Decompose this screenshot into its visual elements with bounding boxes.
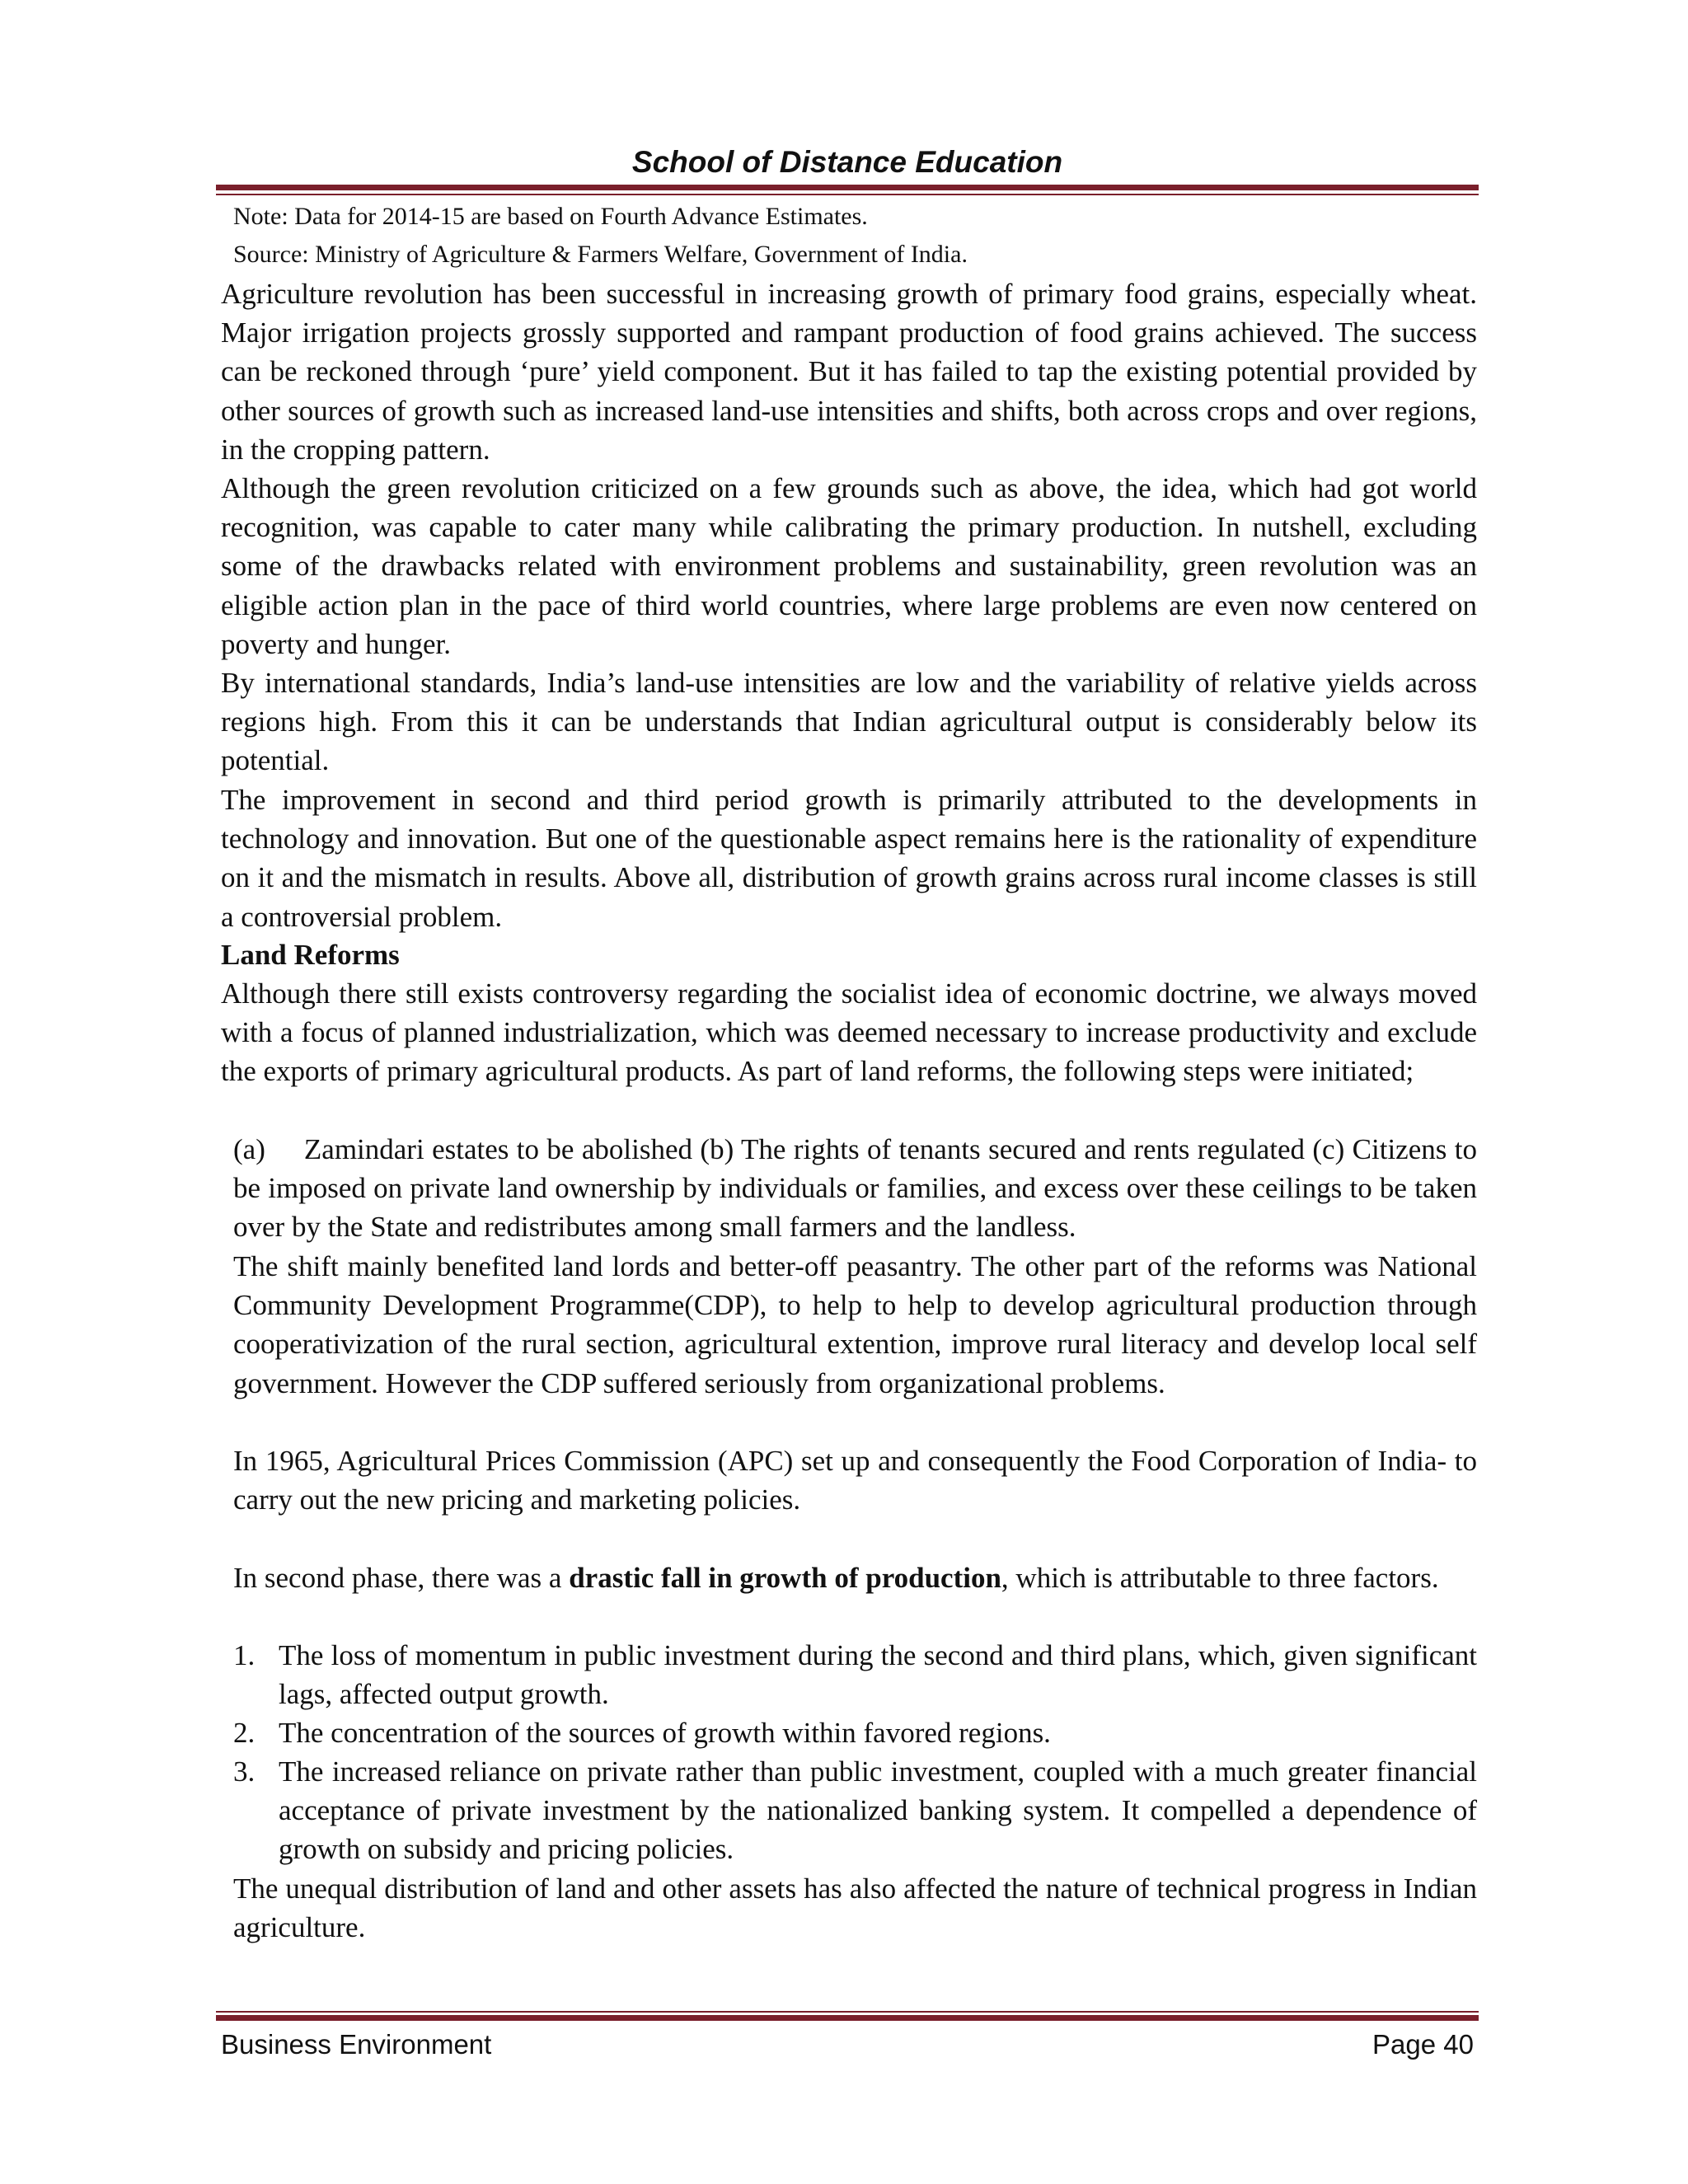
- paragraph-agriculture-revolution: Agriculture revolution has been successful in increasing growth of primary food grains, especially wheat. Major irrigation projects grossly supported and rampant production of food grains achieved. The success can be reckoned through ‘pure’ yield component. But it has failed to tap the existing potential provided by other sources of growth such as increased land-use intensities and shifts, both across crops and over regions, in the cropping pattern.: [221, 278, 1477, 466]
- list-item: [233, 1752, 1477, 1869]
- paragraph-land-use-intensities: By international standards, India’s land-use intensities are low and the variability of relative yields across regions high. From this it can be understands that Indian agricultural output is considerably below its potential.: [221, 667, 1477, 777]
- list-item-number: 3.: [233, 1755, 256, 1788]
- page-header-title: School of Distance Education: [631, 145, 1063, 179]
- footer-course-title: Business Environment: [221, 2029, 492, 2060]
- paragraph-land-reforms-intro: Although there still exists controversy regarding the socialist idea of economic doctrine, we always moved with a focus of planned industrialization, which was deemed necessary to increase productivity and exclude the exports of primary agricultural products. As part of land reforms, the following steps were initiated;: [221, 977, 1477, 1088]
- section-heading-land-reforms: Land Reforms: [221, 939, 400, 971]
- paragraph-second-phase: [233, 1558, 1477, 1597]
- paragraph-growth-improvement: The improvement in second and third period growth is primarily attributed to the developments in technology and innovation. But one of the questionable aspect remains here is the rationality of expenditure on it and the mismatch in results. Above all, distribution of growth grains across rural income classes is still a controversial problem.: [221, 784, 1477, 933]
- second-phase-bold-text: drastic fall in growth of production: [569, 1562, 1001, 1594]
- paragraph-unequal-distribution: The unequal distribution of land and other assets has also affected the nature of technical progress in Indian agriculture.: [233, 1872, 1477, 1944]
- list-item-text: The increased reliance on private rather than public investment, coupled with a much greater financial acceptance of private investment by the nationalized banking system. It compelled a dependence of growth on subsidy and pricing policies.: [279, 1755, 1477, 1866]
- list-item: [233, 1713, 1477, 1752]
- footer-page-number: Page 40: [1372, 2029, 1474, 2060]
- list-item-text: The concentration of the sources of growth within favored regions.: [279, 1717, 1051, 1749]
- list-item-number: 2.: [233, 1717, 256, 1749]
- paragraph-apc-1965: In 1965, Agricultural Prices Commission (APC) set up and consequently the Food Corporation of India- to carry out the new pricing and marketing policies.: [233, 1445, 1477, 1516]
- table-note: Note: Data for 2014-15 are based on Fourth Advance Estimates.: [233, 203, 868, 230]
- paragraph-green-revolution: Although the green revolution criticized on a few grounds such as above, the idea, which had got world recognition, was capable to cater many while calibrating the primary production. In nutshell, excluding some of the drawbacks related with environment problems and sustainability, green revolution was an eligible action plan in the pace of third world countries, where large problems are even now centered on poverty and hunger.: [221, 472, 1477, 660]
- second-phase-text-start: In second phase, there was a: [233, 1562, 570, 1594]
- header-rule-thick: [216, 185, 1479, 190]
- footer-rule-thick: [216, 2015, 1479, 2021]
- second-phase-text-end: , which is attributable to three factors.: [1001, 1562, 1439, 1594]
- table-source: Source: Ministry of Agriculture & Farmers Welfare, Government of India.: [233, 241, 968, 268]
- paragraph-reform-steps: (a) Zamindari estates to be abolished (b) The rights of tenants secured and rents regulated (c) Citizens to be imposed on private land ownership by individuals or families, and excess over these ceilings to be taken over by the State and redistributes among small farmers and the landless.: [233, 1133, 1477, 1244]
- header-rule-thin: [216, 194, 1479, 195]
- list-item-text: The loss of momentum in public investment during the second and third plans, which, given significant lags, affected output growth.: [279, 1639, 1477, 1711]
- footer-rule-thin: [216, 2011, 1479, 2013]
- list-item: [233, 1636, 1477, 1713]
- paragraph-cdp: The shift mainly benefited land lords and better-off peasantry. The other part of the reforms was National Community Development Programme(CDP), to help to help to develop agricultural production through cooperativization of the rural section, agricultural extention, improve rural literacy and develop local self government. However the CDP suffered seriously from organizational problems.: [233, 1250, 1477, 1399]
- list-item-number: 1.: [233, 1639, 256, 1671]
